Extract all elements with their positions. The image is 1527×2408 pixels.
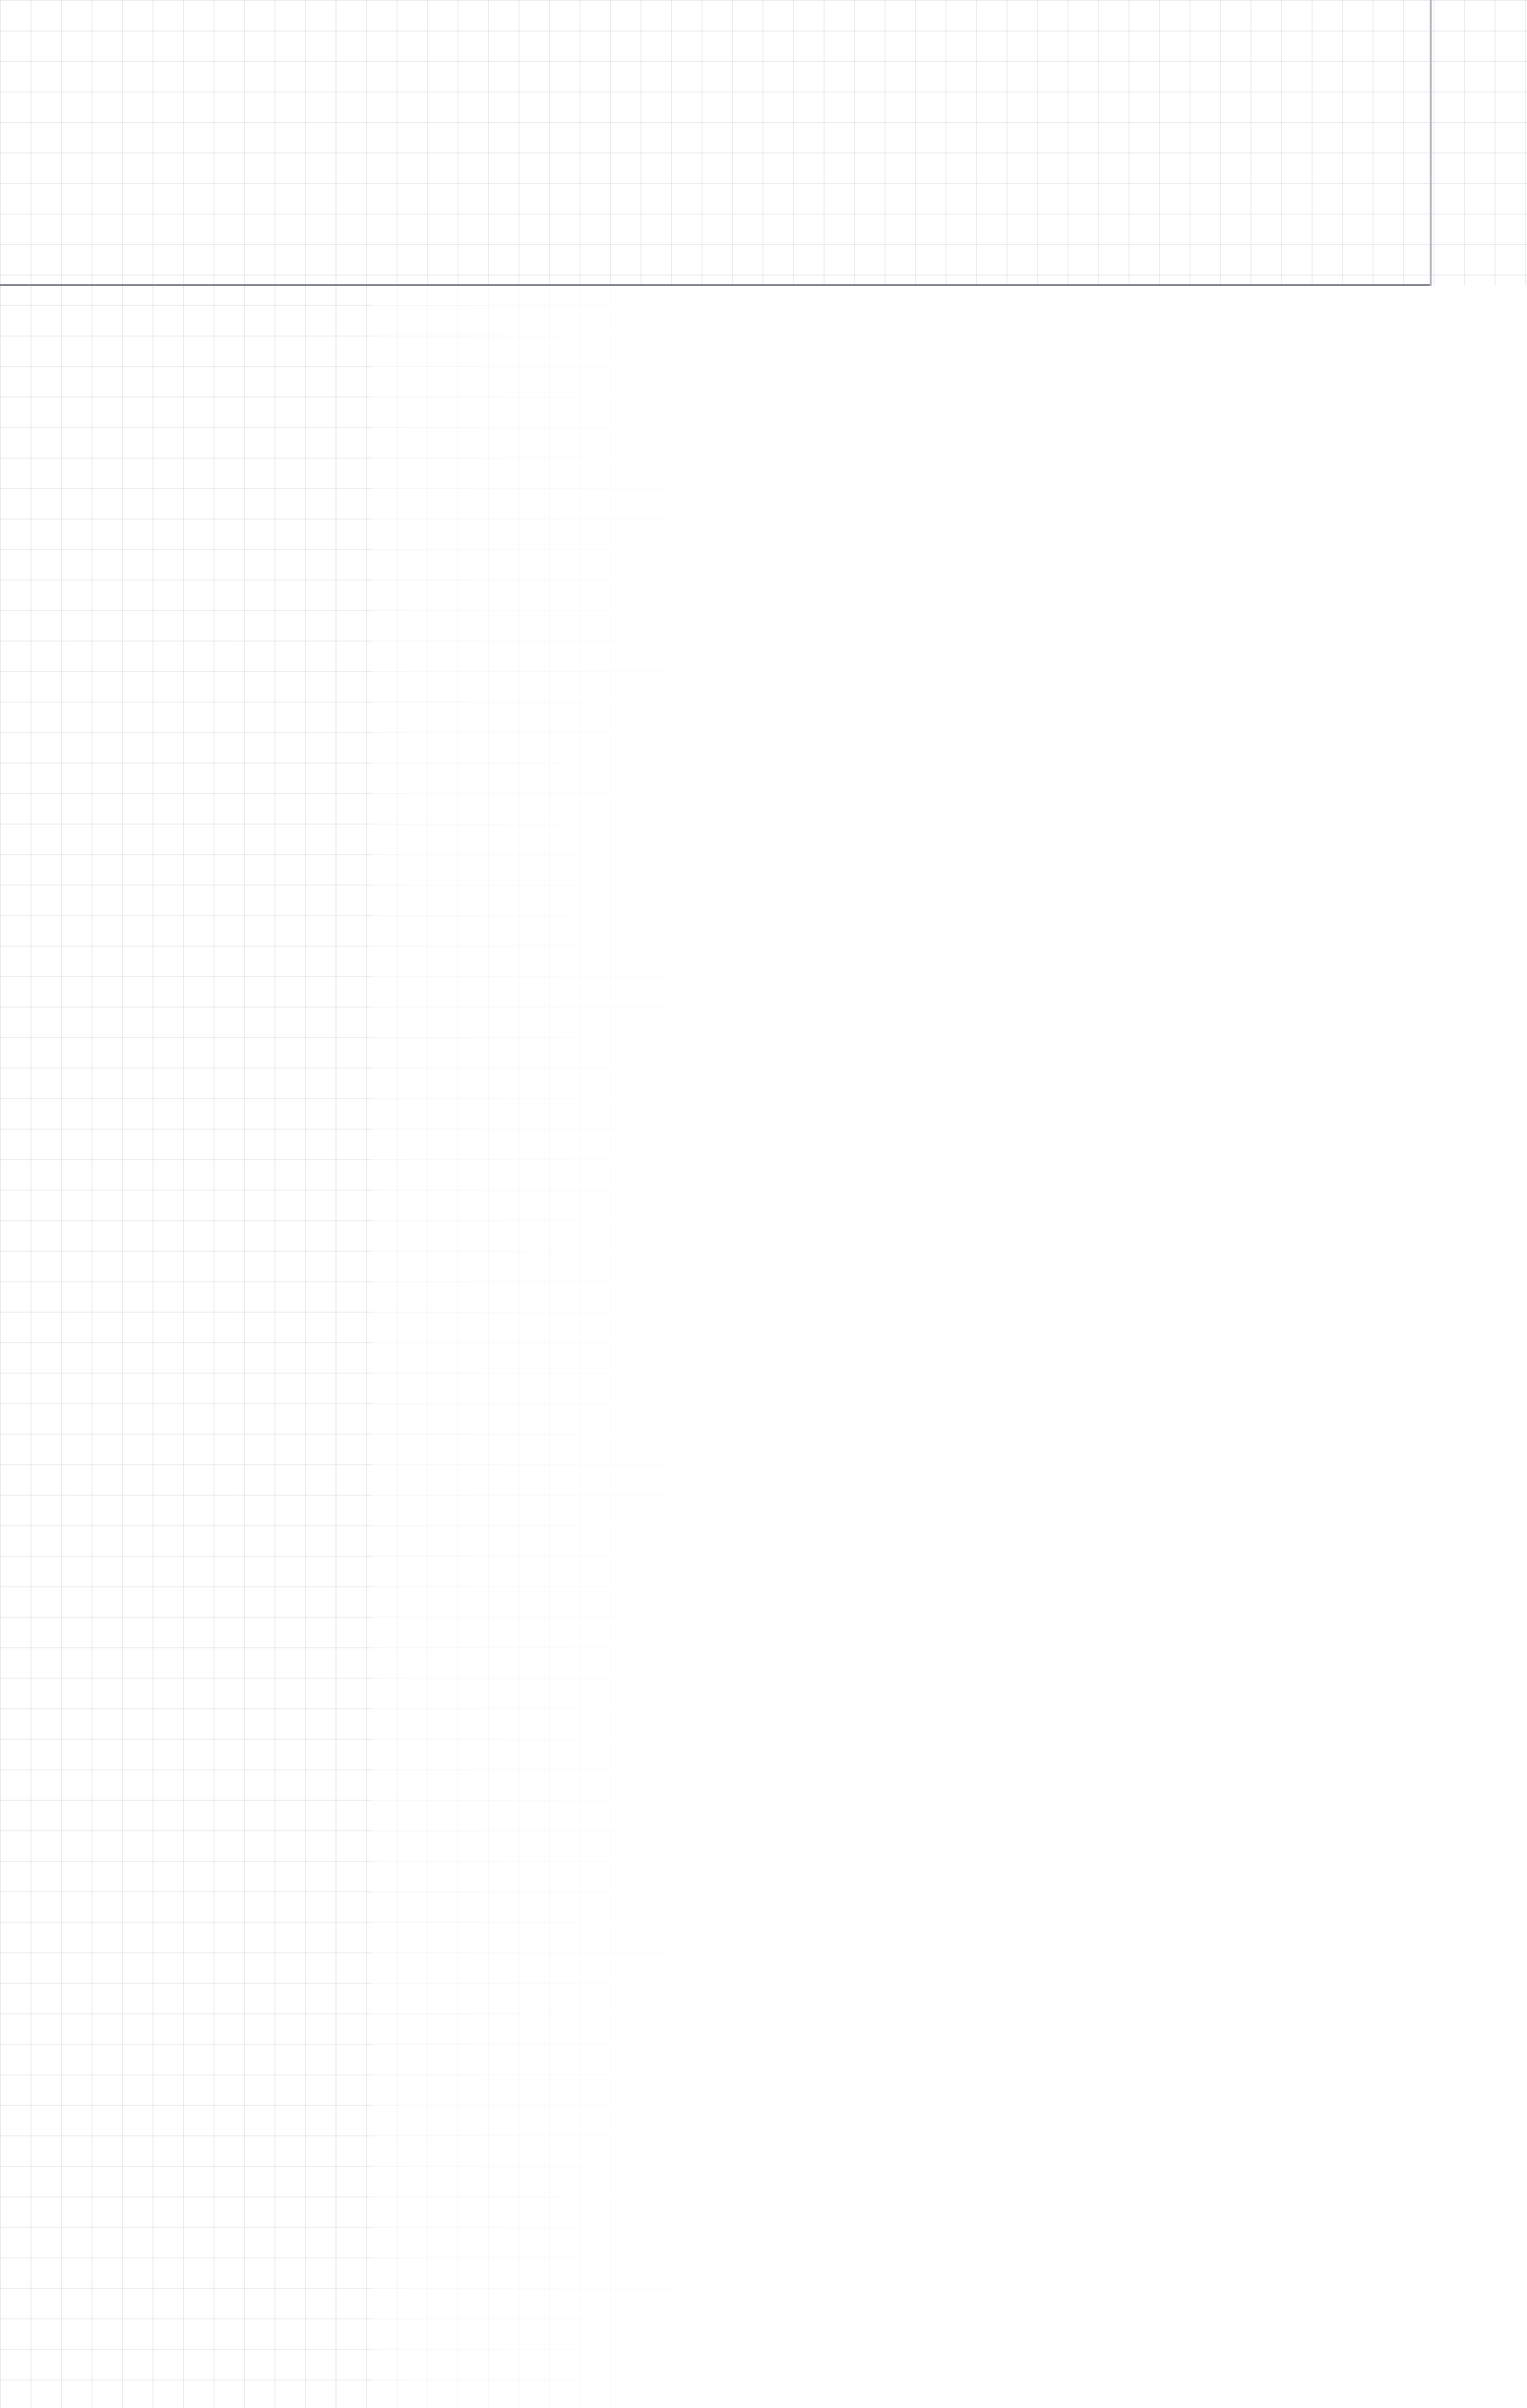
barcode bbox=[1139, 2118, 1415, 2299]
barcode-bars bbox=[1139, 2118, 1415, 2261]
grid-divider bbox=[1430, 0, 1432, 286]
grid-fade-overlay bbox=[372, 286, 1527, 2408]
nonogram-top-clues bbox=[324, 0, 1527, 286]
title-underline-rule bbox=[0, 284, 1430, 286]
